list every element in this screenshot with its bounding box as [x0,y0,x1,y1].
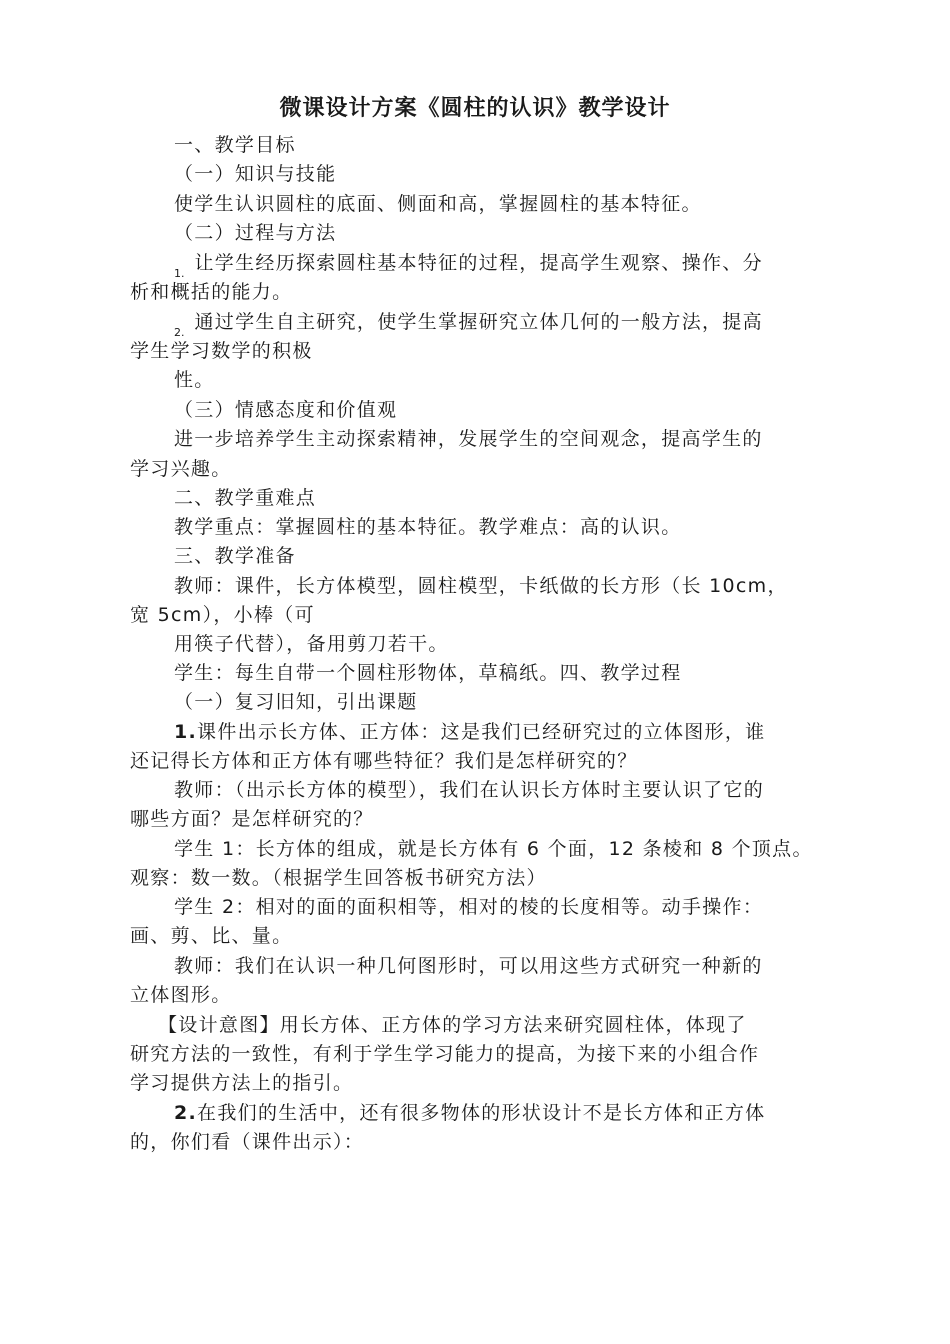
step-number: 1. [174,721,198,743]
paragraph-line: 学生 1：长方体的组成，就是长方体有 6 个面，12 条棱和 8 个顶点。 [174,838,813,860]
paragraph-line: 教学重点：掌握圆柱的基本特征。教学难点：高的认识。 [174,516,682,538]
paragraph-line: 教师：（出示长方体的模型），我们在认识长方体时主要认识了它的 [174,779,765,801]
paragraph-line: 画、剪、比、量。 [130,925,293,947]
section-heading-preparation: 三、教学准备 [174,545,296,567]
subheading-process-method: （二）过程与方法 [174,222,337,244]
paragraph-line: 性。 [174,369,215,391]
subheading-review: （一）复习旧知，引出课题 [174,691,418,713]
paragraph-line: 学生 2：相对的面的面积相等，相对的棱的长度相等。动手操作： [174,896,764,918]
subheading-knowledge-skills: （一）知识与技能 [174,163,337,185]
paragraph-line: 宽 5cm），小棒（可 [130,604,315,626]
paragraph-line: 的，你们看（课件出示）： [130,1131,365,1153]
section-heading-key-points: 二、教学重难点 [174,487,317,509]
paragraph-line: 学习提供方法上的指引。 [130,1072,354,1094]
paragraph-text: 在我们的生活中，还有很多物体的形状设计不是长方体和正方体 [197,1102,766,1124]
paragraph-line: 学习兴趣。 [130,458,232,480]
paragraph-line: 立体图形。 [130,984,232,1006]
paragraph-line: 进一步培养学生主动探索精神，发展学生的空间观念，提高学生的 [174,428,763,450]
paragraph-line: 哪些方面？是怎样研究的？ [130,808,374,830]
paragraph-line [174,1099,765,1127]
paragraph-line: 研究方法的一致性，有利于学生学习能力的提高，为接下来的小组合作 [130,1043,760,1065]
step-number: 2. [174,1102,198,1124]
paragraph-text: 让学生经历探索圆柱基本特征的过程，提高学生观察、操作、分 [194,252,763,274]
paragraph-line: 教师：课件，长方体模型，圆柱模型，卡纸做的长方形（长 10cm， [174,575,788,597]
list-marker: 1. [174,267,185,280]
design-intent-paragraph: 【设计意图】用长方体、正方体的学习方法来研究圆柱体，体现了 [158,1014,747,1036]
paragraph-line: 使学生认识圆柱的底面、侧面和高，掌握圆柱的基本特征。 [174,193,702,215]
paragraph-line: 教师：我们在认识一种几何图形时，可以用这些方式研究一种新的 [174,955,763,977]
paragraph-line [174,718,765,746]
paragraph-line: 用筷子代替），备用剪刀若干。 [174,633,449,655]
list-marker: 2. [174,326,185,339]
paragraph-line: 观察：数一数。（根据学生回答板书研究方法） [130,867,547,889]
paragraph-text: 通过学生自主研究，使学生掌握研究立体几何的一般方法，提高 [194,311,763,333]
paragraph-text: 课件出示长方体、正方体：这是我们已经研究过的立体图形，谁 [197,721,766,743]
list-item-2 [174,308,763,338]
paragraph-line: 学生：每生自带一个圆柱形物体，草稿纸。四、教学过程 [174,662,682,684]
paragraph-line: 还记得长方体和正方体有哪些特征？我们是怎样研究的？ [130,750,638,772]
subheading-attitude-values: （三）情感态度和价值观 [174,399,398,421]
document-title: 微课设计方案《圆柱的认识》教学设计 [279,96,671,121]
section-heading-objectives: 一、教学目标 [174,134,296,156]
paragraph-line: 学生学习数学的积极 [130,340,313,362]
list-item-1 [174,249,763,279]
paragraph-line: 析和概括的能力。 [130,281,293,303]
